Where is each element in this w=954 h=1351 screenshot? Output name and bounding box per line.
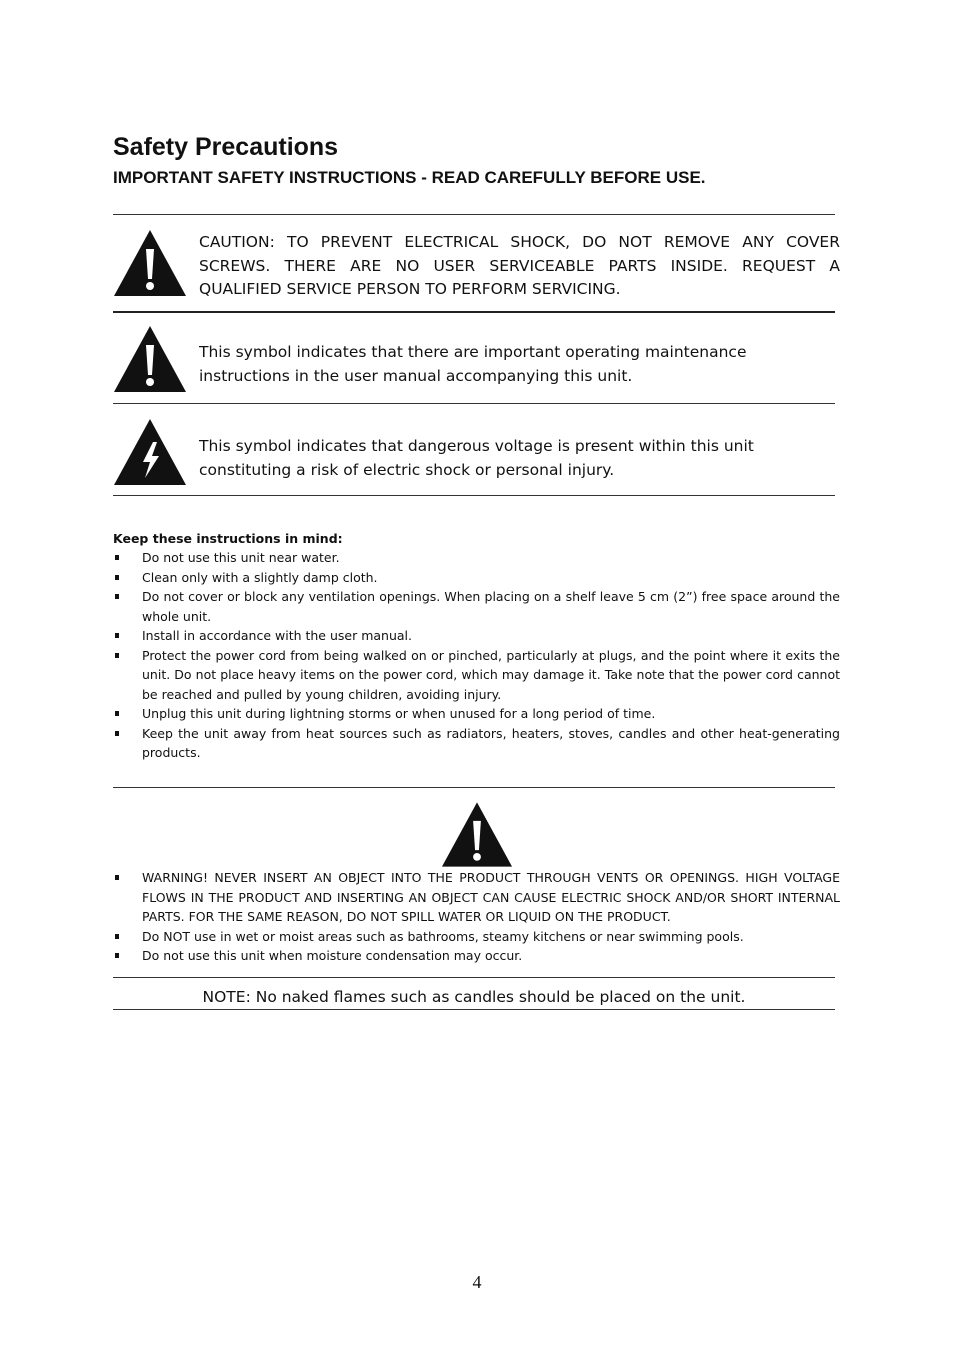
bullet-icon	[115, 594, 119, 599]
exclamation-triangle-icon	[113, 229, 187, 297]
bullet-icon	[115, 731, 119, 736]
list-item: Do NOT use in wet or moist areas such as bathrooms, steamy kitchens or near swimming pools.	[113, 927, 840, 947]
lightning-triangle-icon	[113, 418, 187, 486]
bullet-icon	[115, 653, 119, 658]
bullet-icon	[115, 953, 119, 958]
warnings-list	[113, 868, 840, 966]
list-item: Do not use this unit when moisture condensation may occur.	[113, 946, 840, 966]
divider-symbol-1	[113, 403, 835, 404]
divider-note-bottom	[113, 1009, 835, 1010]
bullet-icon	[115, 575, 119, 580]
instructions-list	[113, 548, 840, 763]
caution-text: CAUTION: TO PREVENT ELECTRICAL SHOCK, DO NOT REMOVE ANY COVER SCREWS. THERE ARE NO USER SERVICEABLE PARTS INSIDE. REQUEST A QUALIFIED SERVICE PERSON TO PERFORM SERVICING.	[199, 233, 840, 298]
exclamation-triangle-icon	[113, 325, 187, 393]
divider-symbol-2	[113, 495, 835, 496]
page-number: 4	[472, 1272, 482, 1292]
exclamation-triangle-icon	[441, 801, 513, 868]
bullet-icon	[115, 711, 119, 716]
list-item: Unplug this unit during lightning storms or when unused for a long period of time.	[113, 704, 840, 724]
instructions-heading: Keep these instructions in mind:	[113, 531, 343, 546]
list-item: Do not cover or block any ventilation openings. When placing on a shelf leave 5 cm (2”) free space around the whole unit.	[113, 587, 840, 626]
note-text: NOTE: No naked flames such as candles should be placed on the unit.	[202, 988, 746, 1006]
page-title: Safety Precautions	[113, 133, 339, 161]
symbol-exclamation-text: This symbol indicates that there are important operating maintenance instructions in the user manual accompanying this unit.	[199, 343, 747, 385]
list-item: WARNING! NEVER INSERT AN OBJECT INTO THE PRODUCT THROUGH VENTS OR OPENINGS. HIGH VOLTAGE FLOWS IN THE PRODUCT AND INSERTING AN OBJECT CAN CAUSE ELECTRIC SHOCK AND/OR SHORT INTERNAL PARTS. FOR THE SAME REASON, DO NOT SPILL WATER OR LIQUID ON THE PRODUCT.	[113, 868, 840, 927]
list-item: Install in accordance with the user manual.	[113, 626, 840, 646]
divider-caution	[113, 311, 835, 313]
symbol-lightning-text: This symbol indicates that dangerous voltage is present within this unit constituting a risk of electric shock or personal injury.	[199, 437, 754, 479]
list-item: Clean only with a slightly damp cloth.	[113, 568, 840, 588]
list-item: Protect the power cord from being walked on or pinched, particularly at plugs, and the point where it exits the unit. Do not place heavy items on the power cord, which may damage it. Take note that the power cord cannot be reached and pulled by young children, avoiding injury.	[113, 646, 840, 705]
bullet-icon	[115, 633, 119, 638]
bullet-icon	[115, 555, 119, 560]
list-item: Do not use this unit near water.	[113, 548, 840, 568]
bullet-icon	[115, 875, 119, 880]
list-item: Keep the unit away from heat sources such as radiators, heaters, stoves, candles and other heat-generating products.	[113, 724, 840, 763]
divider-note-top	[113, 977, 835, 978]
bullet-icon	[115, 934, 119, 939]
page-subtitle: IMPORTANT SAFETY INSTRUCTIONS - READ CAREFULLY BEFORE USE.	[113, 168, 706, 187]
divider-warning-top	[113, 787, 835, 788]
divider-top	[113, 214, 835, 215]
